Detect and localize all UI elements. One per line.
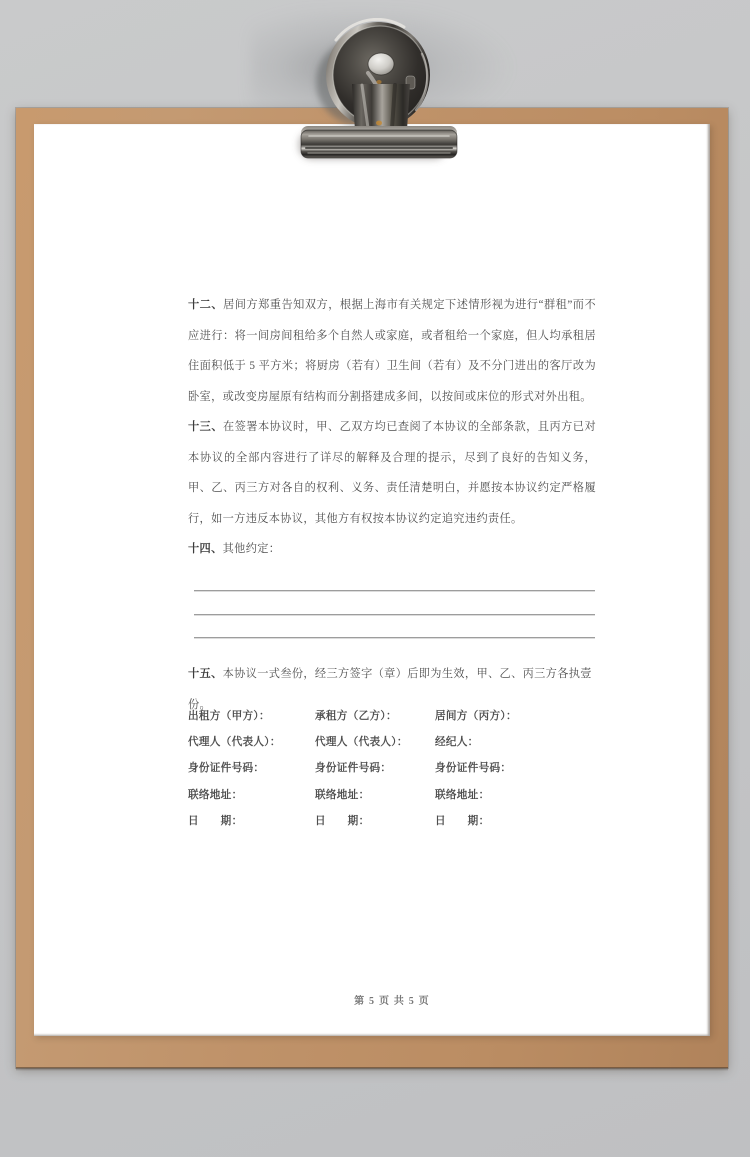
sig-tenant-agent[interactable]: 代理人（代表人）： — [315, 737, 408, 749]
write-in-line-2[interactable] — [194, 614, 595, 616]
clause-13-text — [188, 412, 596, 534]
sig-broker-address[interactable]: 联络地址： — [435, 789, 490, 801]
clause-14-text — [188, 534, 596, 565]
clause-13-lead: 十三、 — [188, 421, 223, 433]
sig-broker-label[interactable]: 居间方（丙方）： — [435, 711, 517, 722]
signature-block — [188, 704, 596, 835]
clause-14-lead: 十四、 — [188, 543, 223, 555]
clause-14 — [188, 534, 596, 565]
clause-13-body: 在签署本协议时，甲、乙双方均已查阅了本协议的全部条款，且丙方已对本协议的全部内容进行了详尽的解释及合理的提示，尽到了良好的告知义务，甲、乙、丙三方对各自的权利、义务、责任清楚明白，并愿按本协议约定严格履行，如一方违反本协议，其他方有权按本协议约定追究违约责任。 — [188, 421, 596, 525]
clause-15-body: 本协议一式叁份，经三方签字（章）后即为生效，甲、乙、丙三方各执壹份。 — [188, 668, 592, 711]
sig-tenant-label[interactable]: 承租方（乙方）： — [315, 711, 397, 722]
clause-15-lead: 十五、 — [188, 668, 223, 680]
sig-broker-id[interactable]: 身份证件号码： — [435, 763, 512, 775]
sig-tenant-address[interactable]: 联络地址： — [315, 789, 370, 801]
sig-tenant-id[interactable]: 身份证件号码： — [315, 763, 392, 775]
clause-12 — [188, 290, 596, 412]
sig-broker-agent[interactable]: 经纪人： — [435, 737, 479, 749]
sig-landlord-id[interactable]: 身份证件号码： — [188, 763, 265, 775]
page-footer: 第 5 页 共 5 页 — [354, 996, 430, 1007]
sig-landlord-address[interactable]: 联络地址： — [188, 789, 243, 801]
clause-12-text — [188, 290, 596, 412]
sig-landlord-label[interactable]: 出租方（甲方）： — [188, 711, 270, 722]
write-in-line-3[interactable] — [194, 637, 595, 639]
other-agreement-write-in-area[interactable] — [188, 590, 596, 639]
sig-tenant-date[interactable]: 日 期： — [315, 815, 370, 827]
sig-landlord-date[interactable]: 日 期： — [188, 815, 243, 827]
document-paper — [34, 124, 710, 1036]
sig-broker-date[interactable]: 日 期： — [435, 815, 490, 827]
clipboard-board — [16, 108, 728, 1068]
clause-14-body: 其他约定： — [222, 543, 281, 555]
clause-12-body: 居间方郑重告知双方，根据上海市有关规定下述情形视为进行“群租”而不应进行：将一间房间租给多个自然人或家庭，或者租给一个家庭，但人均承租居住面积低于 5 平方米；将厨房（若有）卫生间（若有）及不分门进出的客厅改为卧室，或改变房屋原有结构而分割搭建成多间，以按间或床位的形式对外出租。 — [188, 299, 597, 403]
sig-landlord-agent[interactable]: 代理人（代表人）： — [188, 737, 281, 749]
clause-13 — [188, 412, 596, 534]
clause-12-lead: 十二、 — [188, 299, 224, 311]
write-in-line-1[interactable] — [194, 590, 595, 592]
